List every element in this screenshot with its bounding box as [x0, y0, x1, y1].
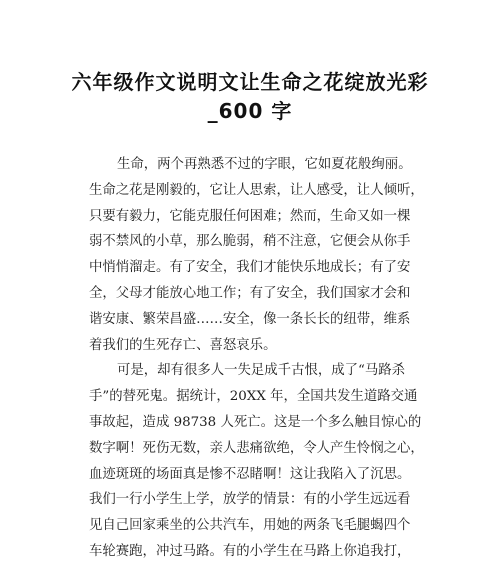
- text-line: 生命之花是刚毅的，它让人思索，让人感受，让人倾听，: [89, 182, 424, 198]
- text-line: 只要有毅力，它能克服任何困难；然而，生命又如一棵: [89, 208, 411, 224]
- text-line: 血迹斑斑的场面真是惨不忍睹啊！这让我陷入了沉思。: [89, 466, 411, 482]
- text-line: 弱不禁风的小草，那么脆弱，稍不注意，它便会从你手: [89, 234, 411, 250]
- text-line: 生命，两个再熟悉不过的字眼，它如夏花般绚丽。: [117, 157, 412, 172]
- text-line: 谐安康、繁荣昌盛……安全，像一条长长的纽带，维系: [89, 311, 411, 327]
- text-line: 车轮赛跑，冲过马路。有的小学生在马路上你追我打，: [89, 543, 411, 559]
- text-line: 手”的替死鬼。据统计，20XX 年，全国共发生道路交通: [89, 389, 418, 405]
- document-title-suffix: _600 字: [207, 99, 293, 123]
- text-line: 可是，却有很多人一失足成千古恨，成了“马路杀: [117, 363, 406, 379]
- text-line: 我们一行小学生上学，放学的情景：有的小学生远远看: [89, 492, 411, 508]
- text-line: 着我们的生死存亡、喜怒哀乐。: [89, 337, 277, 353]
- text-line: 事故起，造成 98738 人死亡。这是一个多么触目惊心的: [89, 414, 422, 430]
- text-line: 见自己回家乘坐的公共汽车，用她的两条飞毛腿蝎四个: [89, 518, 411, 534]
- document-body: [89, 152, 429, 565]
- text-line: 中悄悄溜走。有了安全，我们才能快乐地成长；有了安: [89, 260, 411, 276]
- text-line: 全，父母才能放心地工作；有了安全，我们国家才会和: [89, 285, 411, 301]
- text-line: 数字啊！死伤无数，亲人悲痛欲绝，令人产生怜悯之心，: [89, 440, 424, 456]
- document-title: 六年级作文说明文让生命之花绽放光彩: [71, 70, 429, 94]
